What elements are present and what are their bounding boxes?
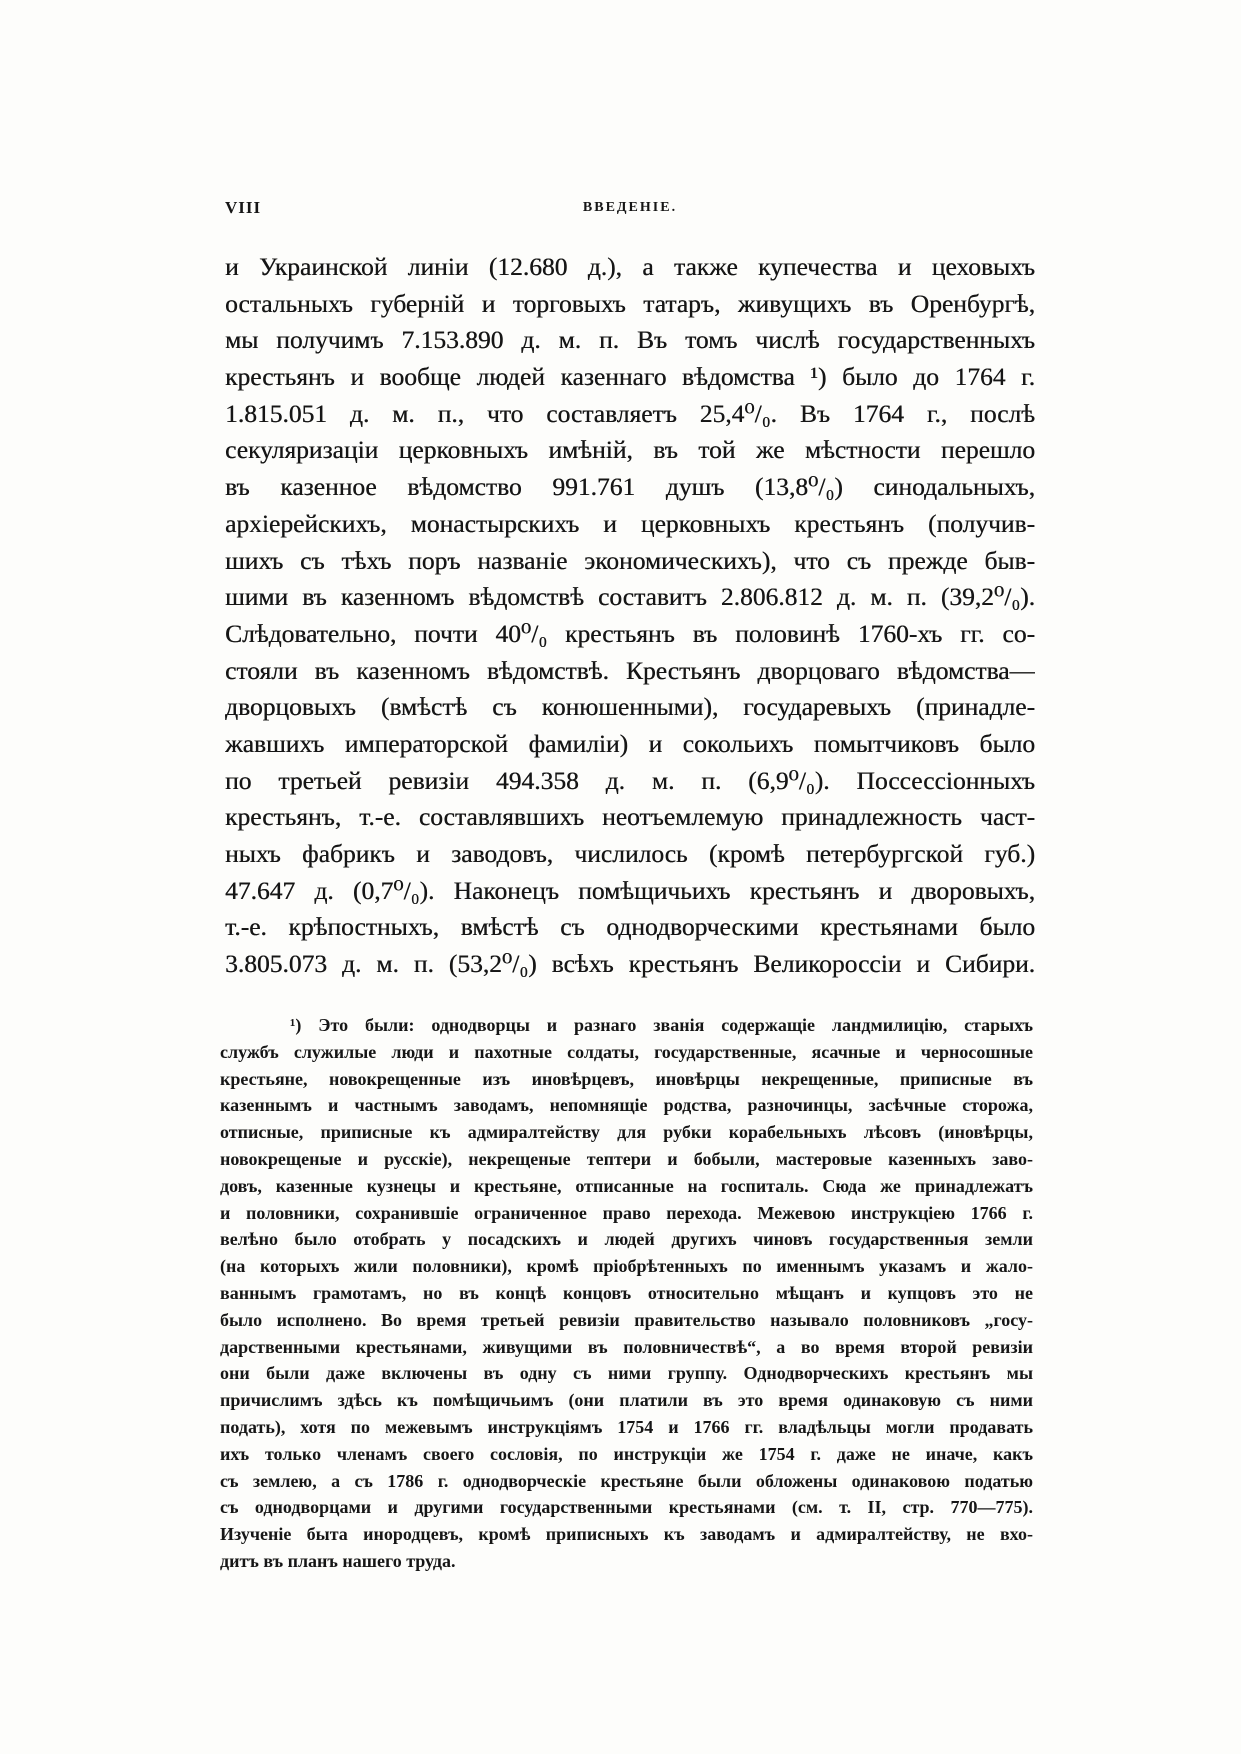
footnote-line: ихъ только членамъ своего сословія, по инструкціи же 1754 г. даже не иначе, какъ [220,1443,1033,1464]
body-line: по третьей ревизіи 494.358 д. м. п. (6,9⁰/₀). Поссессіонныхъ [225,765,1035,795]
footnote-line: довъ, казенные кузнецы и крестьяне, отписанные на госпиталь. Сюда же принадлежатъ [220,1175,1033,1196]
body-line: въ казенное вѣдомство 991.761 душъ (13,8⁰/₀) синодальныхъ, [225,472,1035,502]
footnote-line: дарственными крестьянами, живущими въ половничествѣ“, а во время второй ревизіи [220,1336,1033,1357]
footnote-line: подать), хотя по межевымъ инструкціямъ 1754 и 1766 гг. владѣльцы могли продавать [220,1416,1033,1437]
body-line: шими въ казенномъ вѣдомствѣ составитъ 2.806.812 д. м. п. (39,2⁰/₀). [225,582,1035,612]
body-line: т.-е. крѣпостныхъ, вмѣстѣ съ однодворческими крестьянами было [225,912,1035,942]
footnote-line: Изученіе быта инородцевъ, кромѣ приписныхъ къ заводамъ и адмиралтейству, не вхо- [220,1524,1033,1545]
body-line: секуляризаціи церковныхъ имѣній, въ той же мѣстности перешло [225,435,1035,465]
body-line: дворцовыхъ (вмѣстѣ съ конюшенными), государевыхъ (принадле- [225,692,1035,722]
body-line: остальныхъ губерній и торговыхъ татаръ, живущихъ въ Оренбургѣ, [225,288,1035,318]
body-line: 1.815.051 д. м. п., что составляетъ 25,4⁰/₀. Въ 1764 г., послѣ [225,398,1035,428]
footnote-line: съ землею, а съ 1786 г. однодворческіе крестьяне были обложены одинаковою податью [220,1470,1033,1491]
footnote-line: казеннымъ и частнымъ заводамъ, непомнящіе родства, разночинцы, засѣчные сторожа, [220,1095,1033,1116]
footnote-line: причислимъ здѣсь къ помѣщичьимъ (они платили въ это время одинаковую съ ними [220,1390,1033,1411]
body-line: архіерейскихъ, монастырскихъ и церковныхъ крестьянъ (получив- [225,508,1035,538]
body-line: мы получимъ 7.153.890 д. м. п. Въ томъ числѣ государственныхъ [225,325,1035,355]
footnote-line: съ однодворцами и другими государственными крестьянами (см. т. II, стр. 770—775). [220,1497,1033,1518]
body-line: 47.647 д. (0,7⁰/₀). Наконецъ помѣщичьихъ крестьянъ и дворовыхъ, [225,875,1035,905]
body-line: стояли въ казенномъ вѣдомствѣ. Крестьянъ дворцоваго вѣдомства— [225,655,1035,685]
footnote-line: ¹) Это были: однодворцы и разнаго званія содержащіе ландмилицію, старыхъ [290,1015,1033,1035]
running-title: ВВЕДЕНІЕ. [582,200,678,215]
body-line: 3.805.073 д. м. п. (53,2⁰/₀) всѣхъ крестьянъ Великороссіи и Сибири. [225,949,1035,979]
main-text [225,249,1035,983]
footnote-line: было исполнено. Во время третьей ревизіи правительство называло половниковъ „госу- [220,1309,1033,1330]
body-line: жавшихъ императорской фамиліи) и сокольихъ помытчиковъ было [225,728,1035,758]
page-number: VIII [225,198,262,217]
body-line: и Украинской линіи (12.680 д.), а также купечества и цеховыхъ [225,252,1035,281]
footnote-line: (на которыхъ жили половники), кромѣ пріобрѣтенныхъ по именнымъ указамъ и жало- [220,1256,1033,1277]
body-line: крестьянъ и вообще людей казеннаго вѣдомства ¹) было до 1764 г. [225,362,1035,392]
footnote-line: службъ служилые люди и пахотные солдаты, государственные, ясачные и черносошные [220,1041,1033,1062]
footnote-line: они были даже включены въ одну съ ними группу. Однодворческихъ крестьянъ мы [220,1363,1033,1384]
footnote-line: и половники, сохранившіе ограниченное право перехода. Межевою инструкціею 1766 г. [220,1202,1033,1223]
body-line: Слѣдовательно, почти 40⁰/₀ крестьянъ въ половинѣ 1760-хъ гг. со- [225,618,1035,648]
footnote-line: велѣно было отобрать у посадскихъ и людей другихъ чиновъ государственныя земли [220,1229,1033,1250]
body-line: крестьянъ, т.-е. составлявшихъ неотъемлемую принадлежность част- [225,802,1035,832]
body-line: ныхъ фабрикъ и заводовъ, числилось (кромѣ петербургской губ.) [225,839,1035,868]
body-line: шихъ съ тѣхъ поръ названіе экономическихъ), что съ прежде быв- [225,545,1035,575]
footnote-line: ваннымъ грамотамъ, но въ концѣ концовъ относительно мѣщанъ и купцовъ это не [220,1282,1033,1303]
footnote-line: крестьяне, новокрещенные изъ иновѣрцевъ, иновѣрцы некрещенные, приписные въ [220,1068,1033,1089]
running-header [225,196,1035,220]
footnote-line: отписные, приписные къ адмиралтейству для рубки корабельныхъ лѣсовъ (иновѣрцы, [220,1122,1033,1143]
footnote [220,1012,1033,1575]
footnote-line: новокрещеные и русскіе), некрещеные тептери и бобыли, мастеровые казенныхъ заво- [220,1148,1033,1169]
footnote-line: дитъ въ планъ нашего труда. [220,1550,456,1571]
